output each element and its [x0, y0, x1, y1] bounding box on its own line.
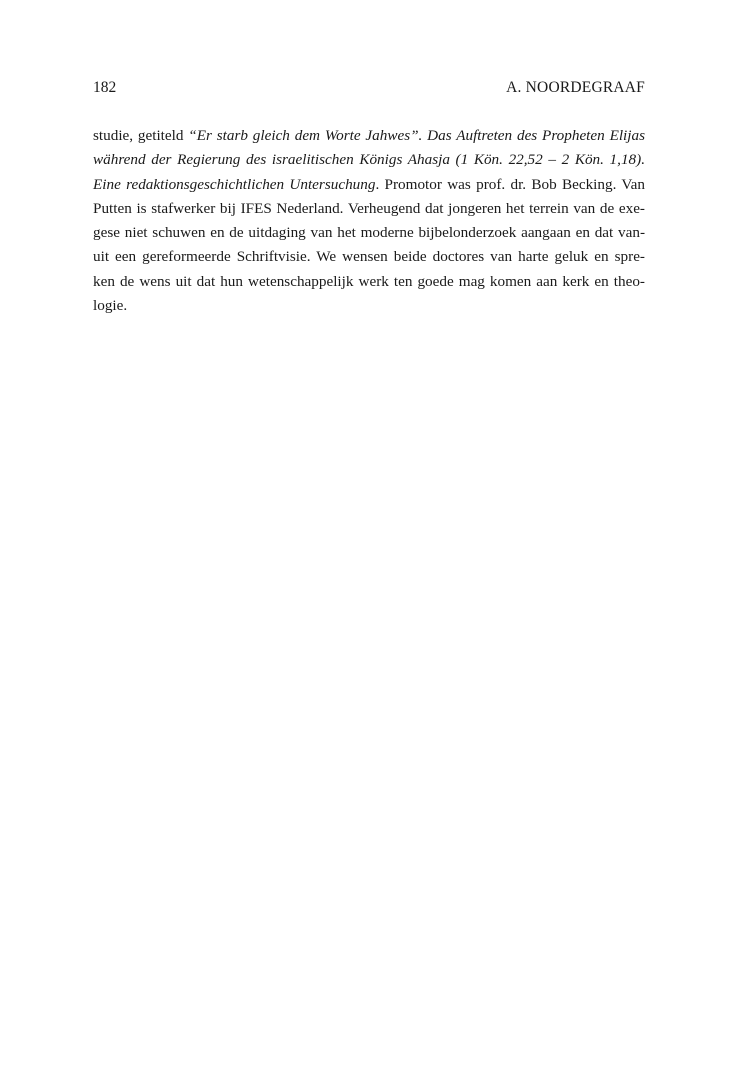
page-number: 182 — [93, 79, 117, 96]
paragraph-line — [93, 294, 645, 318]
italic-title-run: Eine redaktionsgeschichtlichen Untersuchung — [93, 175, 376, 193]
text-run: gese niet schuwen en de uitdaging van het moderne bijbelonderzoek aangaan en dat van- — [93, 224, 645, 242]
text-run: Putten is stafwerker bij IFES Nederland. Verheugend dat jongeren het terrein van de exe- — [93, 199, 645, 217]
paragraph-line — [93, 197, 645, 221]
paragraph-line — [93, 270, 645, 294]
running-head: A. NOORDEGRAAF — [506, 79, 645, 96]
body-paragraph — [93, 124, 645, 318]
text-run: logie. — [93, 297, 128, 315]
italic-title-run: “Er starb gleich dem Worte Jahwes”. Das Auftreten des Propheten Elijas — [188, 127, 646, 144]
paragraph-line — [93, 148, 645, 172]
italic-title-run: während der Regierung des israelitischen Königs Ahasja (1 Kön. 22,52 – 2 Kön. 1,18). — [93, 151, 645, 169]
paragraph-line — [93, 245, 645, 269]
text-run: ken de wens uit dat hun wetenschappelijk werk ten goede mag komen aan kerk en theo- — [93, 272, 645, 290]
text-run: . Promotor was prof. dr. Bob Becking. Van — [375, 175, 645, 193]
paragraph-line — [93, 221, 645, 245]
paragraph-line — [93, 173, 645, 197]
text-run: uit een gereformeerde Schriftvisie. We wensen beide doctores van harte geluk en spre- — [93, 248, 645, 266]
text-run: studie, getiteld — [93, 127, 189, 144]
paragraph-line — [93, 124, 645, 148]
